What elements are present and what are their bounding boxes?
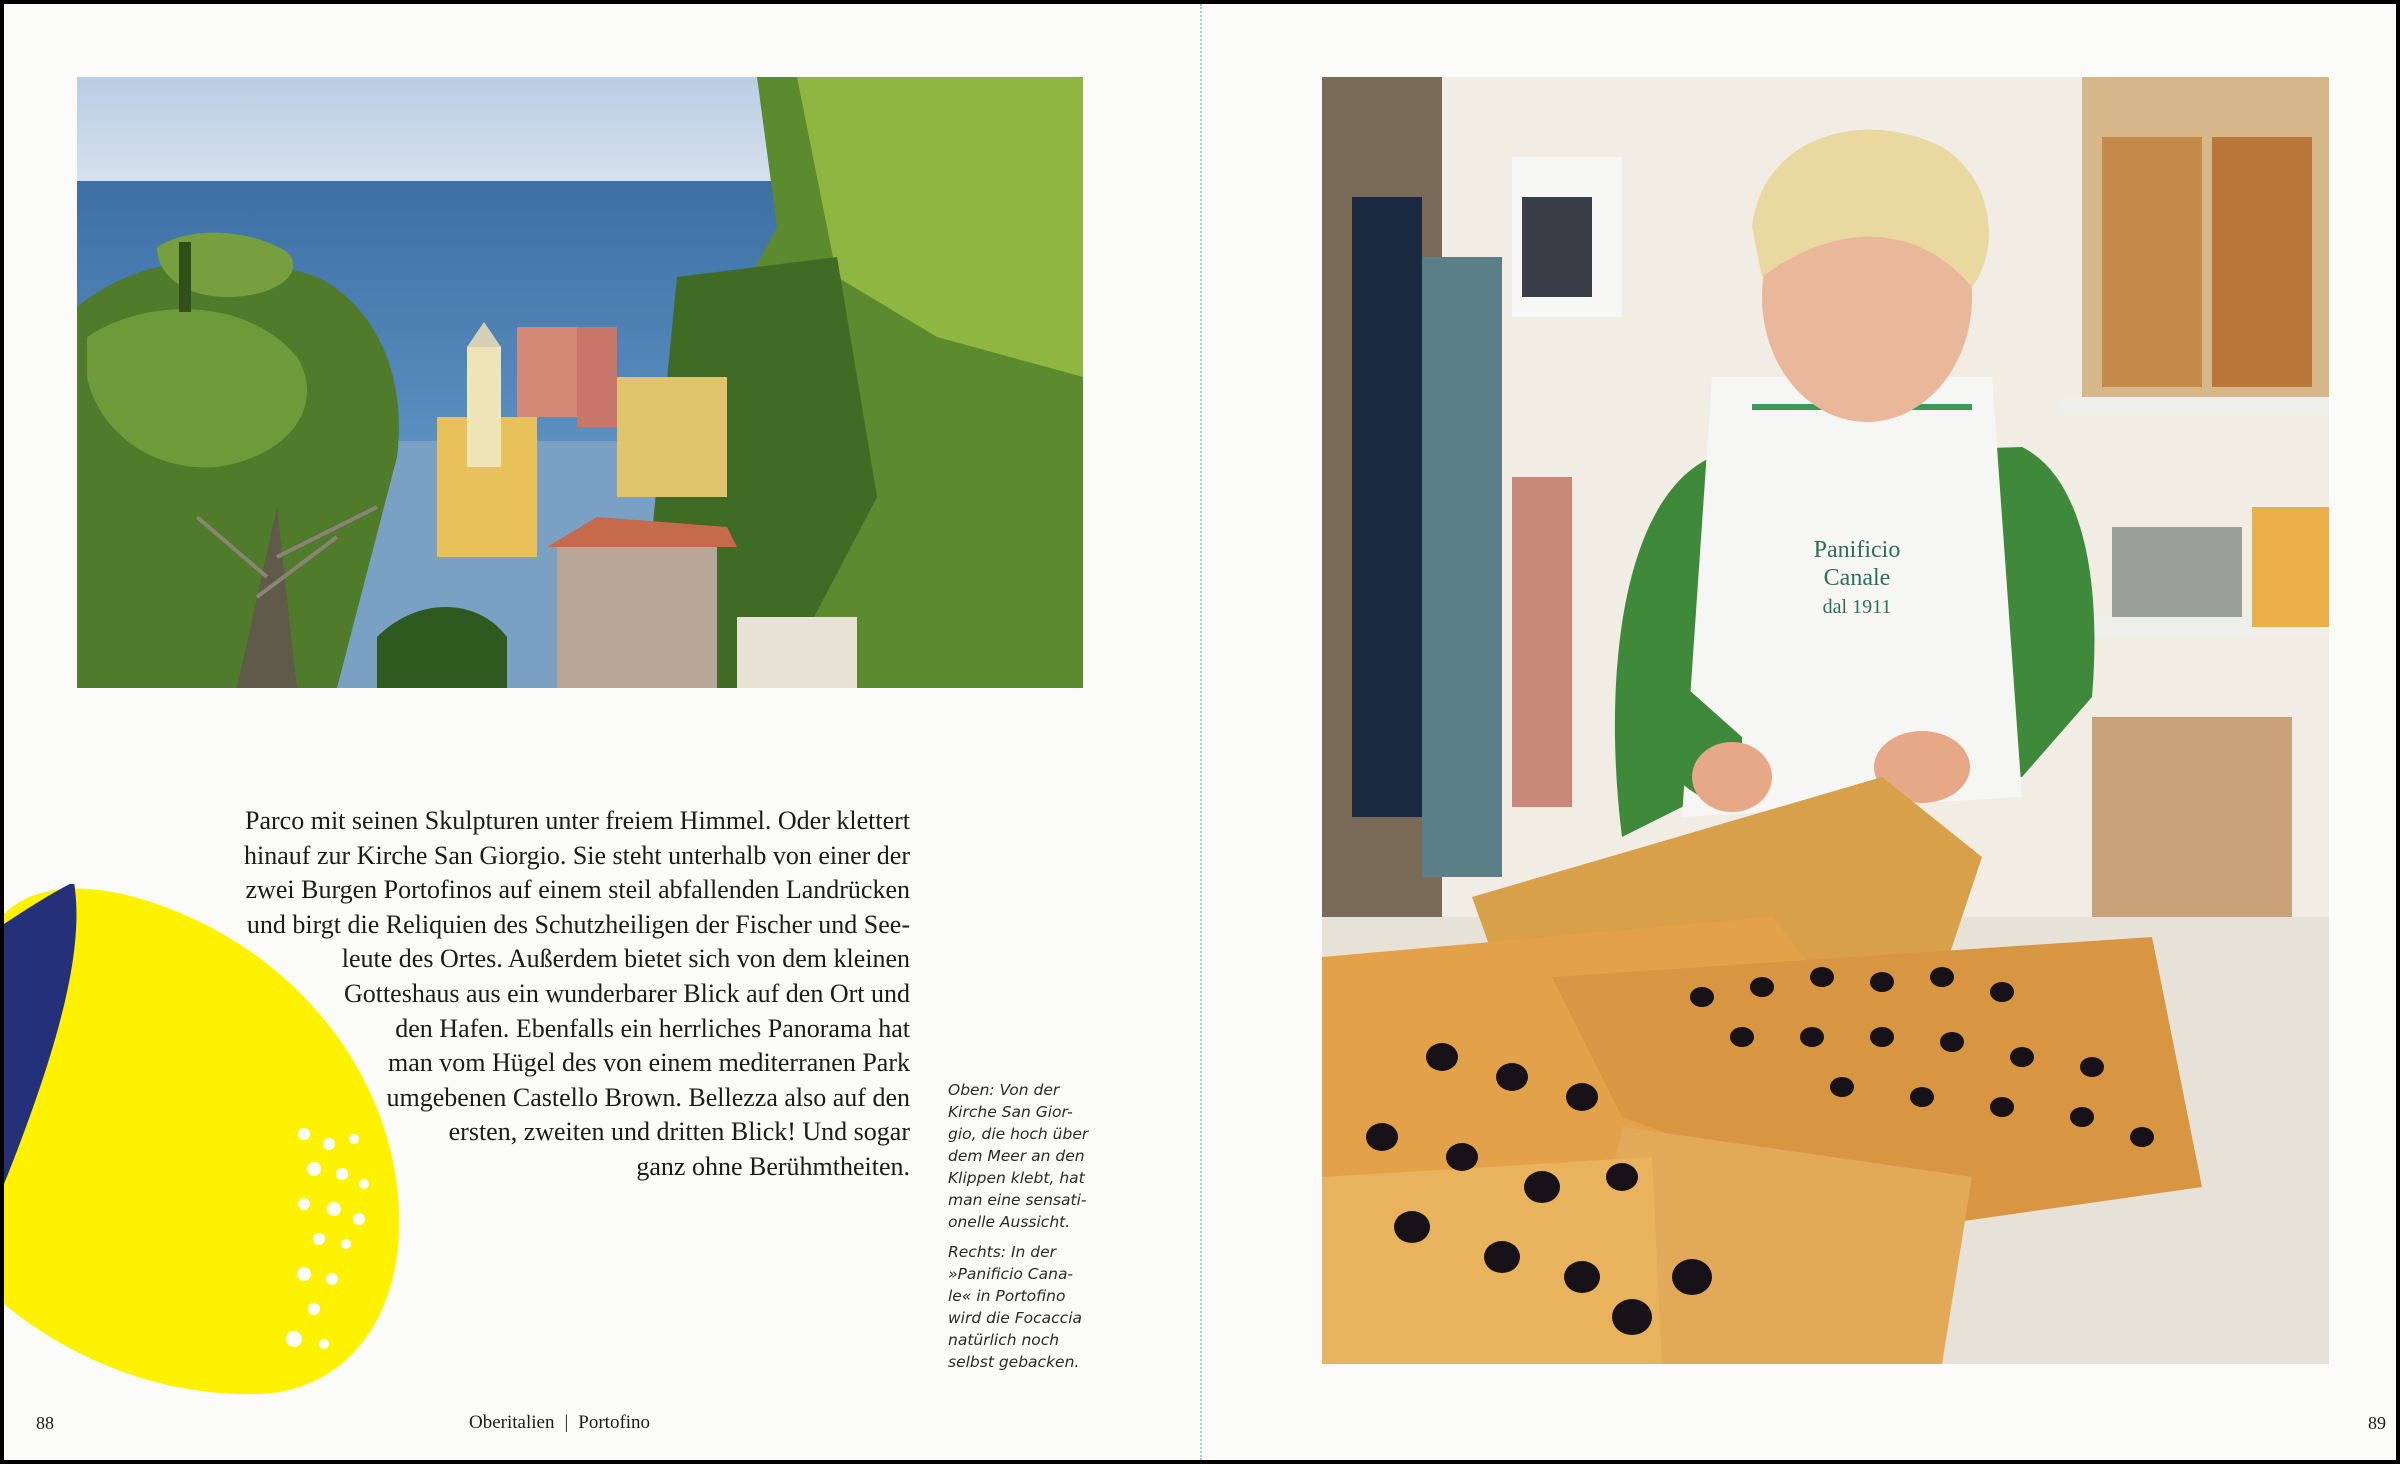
- body-line: ersten, zweiten und dritten Blick! Und sogar: [448, 1117, 910, 1147]
- caption-line: »Panificio Cana-: [948, 1265, 1074, 1283]
- photo-bakery-focaccia: [1322, 77, 2329, 1364]
- apron-print-line: Panificio: [1813, 537, 1901, 563]
- caption-line: Rechts: In der: [948, 1243, 1057, 1261]
- body-line: ganz ohne Berühmtheiten.: [636, 1151, 910, 1181]
- body-line: man vom Hügel des von einem mediterranen Park: [387, 1048, 910, 1078]
- photo-portofino-coast: [77, 77, 1083, 688]
- running-head-section: Oberitalien: [469, 1412, 555, 1433]
- apron-print-line: Canale: [1823, 565, 1891, 591]
- body-line: Gotteshaus aus ein wunderbarer Blick auf den Ort und: [343, 978, 910, 1008]
- body-line: zwei Burgen Portofinos auf einem steil abfallenden Landrücken: [245, 875, 910, 905]
- caption-line: Oben: Von der: [948, 1081, 1060, 1099]
- running-head-chapter: Portofino: [578, 1412, 651, 1433]
- caption-line: dem Meer an den: [948, 1147, 1085, 1165]
- page-number-left: 88: [36, 1413, 54, 1433]
- page-number-right: 89: [2368, 1413, 2386, 1433]
- right-page: [1202, 4, 2396, 1460]
- caption-line: onelle Aussicht.: [948, 1213, 1071, 1231]
- caption-line: Klippen klebt, hat: [948, 1169, 1085, 1187]
- book-spread: [4, 4, 2396, 1460]
- body-line: umgebenen Castello Brown. Bellezza also auf den: [386, 1082, 910, 1112]
- caption-line: le« in Portofino: [948, 1287, 1066, 1305]
- apron-print-line: dal 1911: [1822, 596, 1892, 618]
- body-line: Parco mit seinen Skulpturen unter freiem Himmel. Oder klettert: [245, 806, 910, 835]
- running-head-separator: |: [564, 1412, 569, 1433]
- caption-gap: [948, 1233, 1098, 1241]
- left-page: [4, 4, 1200, 1460]
- running-head: [469, 1412, 650, 1434]
- body-line: leute des Ortes. Außerdem bietet sich von dem kleinen: [341, 944, 910, 974]
- body-line: und birgt die Reliquien des Schutzheiligen der Fischer und See-: [246, 909, 910, 939]
- caption-line: gio, die hoch über: [948, 1125, 1089, 1143]
- photo-caption: [948, 1079, 1098, 1373]
- lemon-illustration-icon: [4, 884, 424, 1404]
- caption-line: selbst gebacken.: [948, 1353, 1080, 1371]
- caption-line: man eine sensati-: [948, 1191, 1087, 1209]
- body-line: den Hafen. Ebenfalls ein herrliches Panorama hat: [395, 1013, 910, 1043]
- caption-line: Kirche San Gior-: [948, 1103, 1073, 1121]
- caption-line: wird die Focaccia: [948, 1309, 1082, 1327]
- body-line: hinauf zur Kirche San Giorgio. Sie steht unterhalb von einer der: [244, 840, 910, 870]
- caption-line: natürlich noch: [948, 1331, 1060, 1349]
